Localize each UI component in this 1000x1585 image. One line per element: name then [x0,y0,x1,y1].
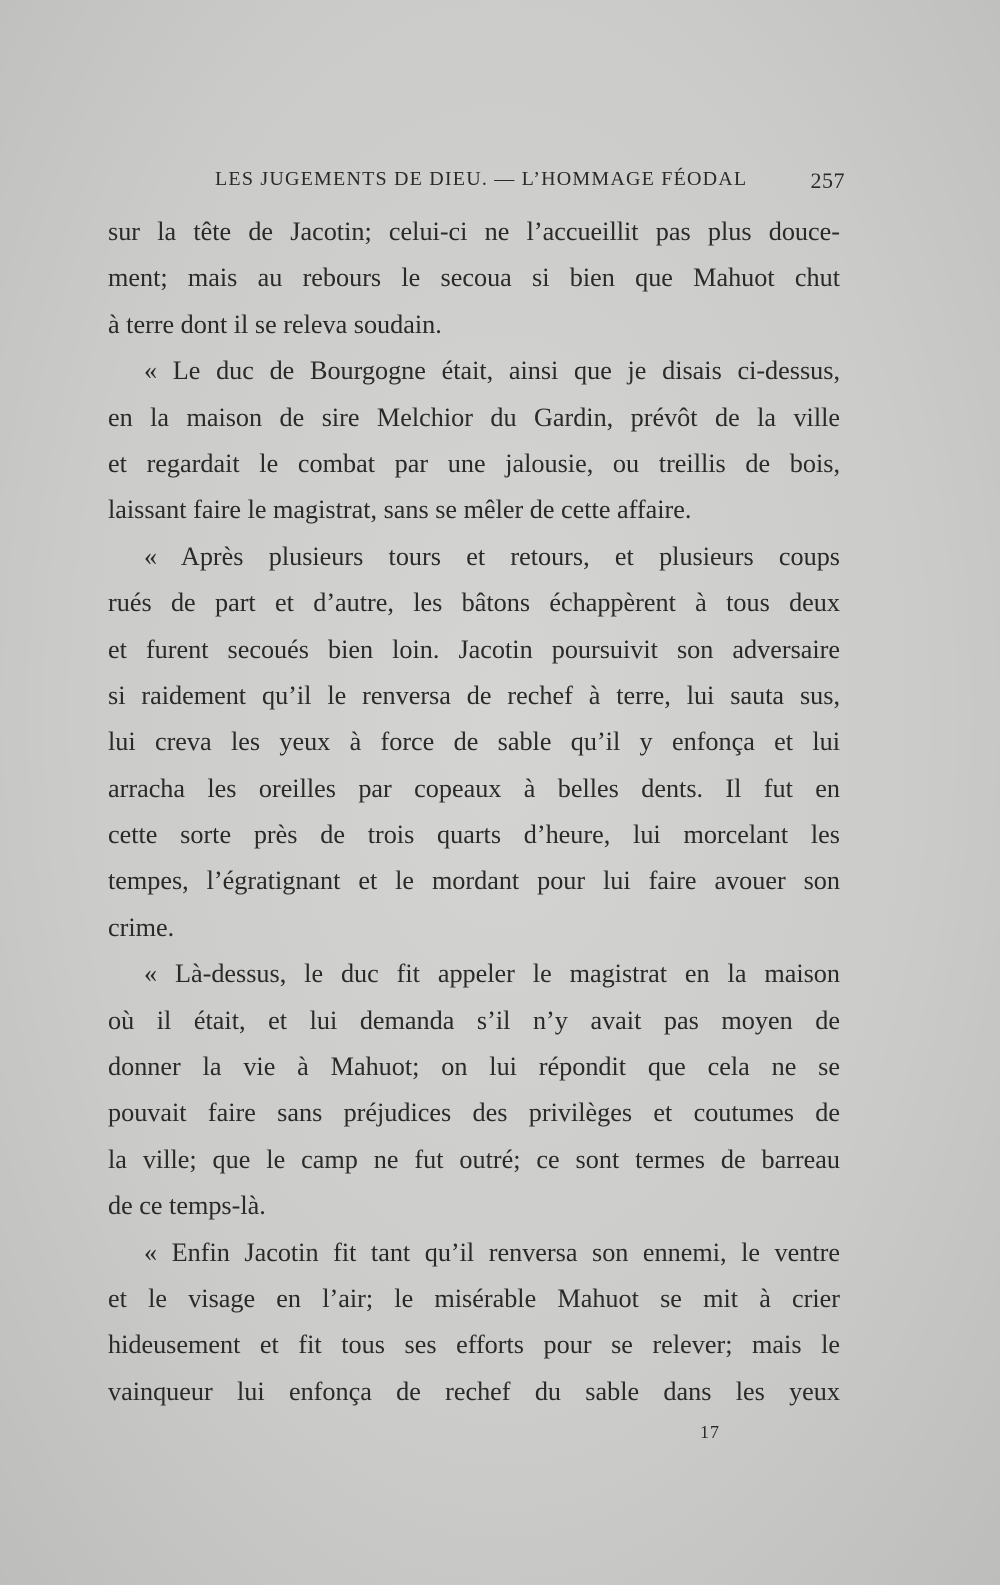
text-line: la ville; que le camp ne fut outré; ce sont termes de barreau [108,1144,840,1174]
text-line: et le visage en l’air; le misérable Mahuot se mit à crier [108,1283,840,1313]
text-line: à terre dont il se releva soudain. [108,309,442,339]
text-line: crime. [108,912,175,942]
text-line: pouvait faire sans préjudices des privilèges et coutumes de [108,1098,840,1128]
text-line: « Après plusieurs tours et retours, et plusieurs coups [144,541,840,571]
text-line: si raidement qu’il le renversa de rechef à terre, lui sauta sus, [108,680,840,710]
text-line: tempes, l’égratignant et le mordant pour lui faire avouer son [108,866,840,896]
text-line: sur la tête de Jacotin; celui-ci ne l’accueillit pas plus douce- [108,217,840,246]
text-line: arracha les oreilles par copeaux à belles dents. Il fut en [108,773,840,803]
text-line: laissant faire le magistrat, sans se mêler de cette affaire. [108,495,692,525]
text-line: hideusement et fit tous ses efforts pour se relever; mais le [108,1330,840,1360]
text-line: vainqueur lui enfonça de rechef du sable dans les yeux [108,1376,840,1406]
body-text [108,209,840,1415]
text-line: en la maison de sire Melchior du Gardin, prévôt de la ville [108,402,840,432]
page-header [215,168,845,198]
signature-mark: 17 [700,1422,720,1442]
text-line: donner la vie à Mahuot; on lui répondit que cela ne se [108,1052,840,1082]
text-line: et regardait le combat par une jalousie, ou treillis de bois, [108,448,840,478]
text-line: de ce temps-là. [108,1191,266,1221]
text-line: cette sorte près de trois quarts d’heure, lui morcelant les [108,820,840,850]
text-line: où il était, et lui demanda s’il n’y avait pas moyen de [108,1005,840,1035]
text-line: ment; mais au rebours le secoua si bien que Mahuot chut [108,263,840,293]
text-line: et furent secoués bien loin. Jacotin poursuivit son adversaire [108,634,840,664]
text-line: rués de part et d’autre, les bâtons échappèrent à tous deux [108,588,840,618]
text-line: « Là-dessus, le duc fit appeler le magistrat en la maison [144,959,840,989]
text-line: « Le duc de Bourgogne était, ainsi que je disais ci-dessus, [144,356,840,386]
text-line: lui creva les yeux à force de sable qu’il y enfonça et lui [108,727,840,757]
running-title: LES JUGEMENTS DE DIEU. — L’HOMMAGE FÉODAL [215,168,748,190]
text-line: « Enfin Jacotin fit tant qu’il renversa son ennemi, le ventre [144,1237,840,1267]
page-number: 257 [810,168,845,193]
